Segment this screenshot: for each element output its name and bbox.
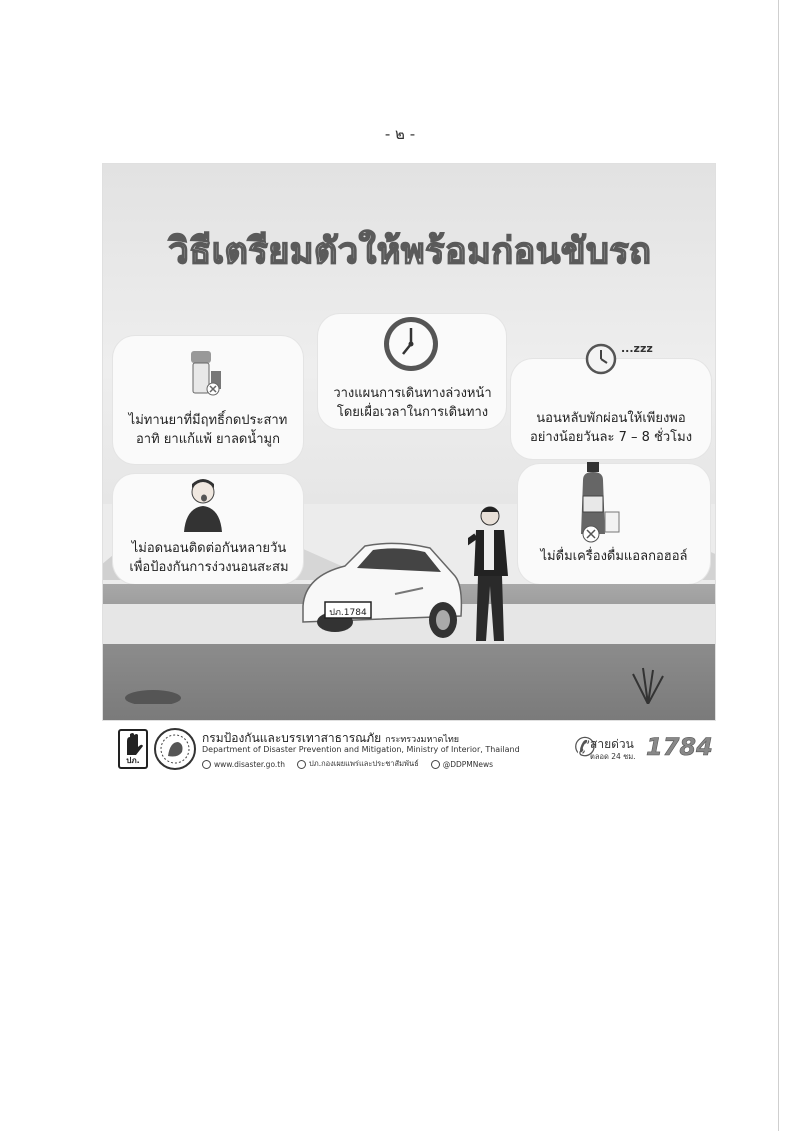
department-name-english: Department of Disaster Prevention and Mitigation, Ministry of Interior, Thailand [202, 745, 520, 754]
shrub [623, 664, 673, 704]
ministry-name: กระทรวงมหาดไทย [385, 735, 460, 745]
hotline [574, 731, 714, 767]
car-illustration [295, 536, 465, 646]
phone-icon: ✆ [574, 733, 596, 763]
facebook-page: ปภ.กองเผยแพร่และประชาสัมพันธ์ [308, 759, 419, 768]
facebook-icon [297, 760, 306, 769]
yawning-man-icon [178, 476, 228, 532]
hotline-hours: ตลอด 24 ชม. [590, 752, 636, 761]
tip-text: ไม่ดื่มเครื่องดื่มแอลกอฮอล์ [540, 549, 688, 564]
hotline-number: 1784 [646, 733, 713, 761]
license-plate: ปภ.1784 [329, 608, 367, 618]
infographic [102, 163, 716, 721]
clock-icon [381, 314, 441, 374]
sleep-alarm-icon [583, 342, 653, 376]
twitter-handle: @DDPMNews [442, 759, 493, 769]
tip-text: วางแผนการเดินทางล่วงหน้า โดยเผื่อเวลาในการเดินทาง [333, 386, 492, 420]
tip-text: ไม่อดนอนติดต่อกันหลายวัน เพื่อป้องกันการง่วงนอนสะสม [129, 541, 289, 575]
page-edge-line [778, 0, 779, 1131]
website-link: www.disaster.go.th [214, 759, 285, 769]
page-number: - ๒ - [384, 125, 416, 143]
tip-text: นอนหลับพักผ่อนให้เพียงพอ อย่างน้อยวันละ 7 – 8 ชั่วโมง [529, 411, 693, 445]
man-illustration [468, 506, 518, 646]
infographic-title: วิธีเตรียมตัวให้พร้อมก่อนขับรถ [168, 231, 652, 272]
rock [123, 684, 183, 704]
footer [102, 727, 716, 775]
zzz-label: ...zzz [621, 342, 653, 355]
ddpm-hand-logo [118, 729, 148, 769]
tip-text: ไม่ทานยาที่มีฤทธิ์กดประสาท อาทิ ยาแก้แพ้ ยาลดน้ำมูก [128, 413, 288, 447]
medicine-icon [185, 349, 225, 399]
department-name-thai: กรมป้องกันและบรรเทาสาธารณภัย กระทรวงมหาดไทย [202, 731, 460, 745]
alcohol-icon [573, 462, 623, 544]
ministry-seal-logo [154, 728, 196, 770]
globe-icon [202, 760, 211, 769]
logo-text: ปภ. [126, 756, 140, 765]
hotline-label: สายด่วน [590, 737, 634, 751]
contact-row [202, 758, 493, 770]
twitter-icon [431, 760, 440, 769]
